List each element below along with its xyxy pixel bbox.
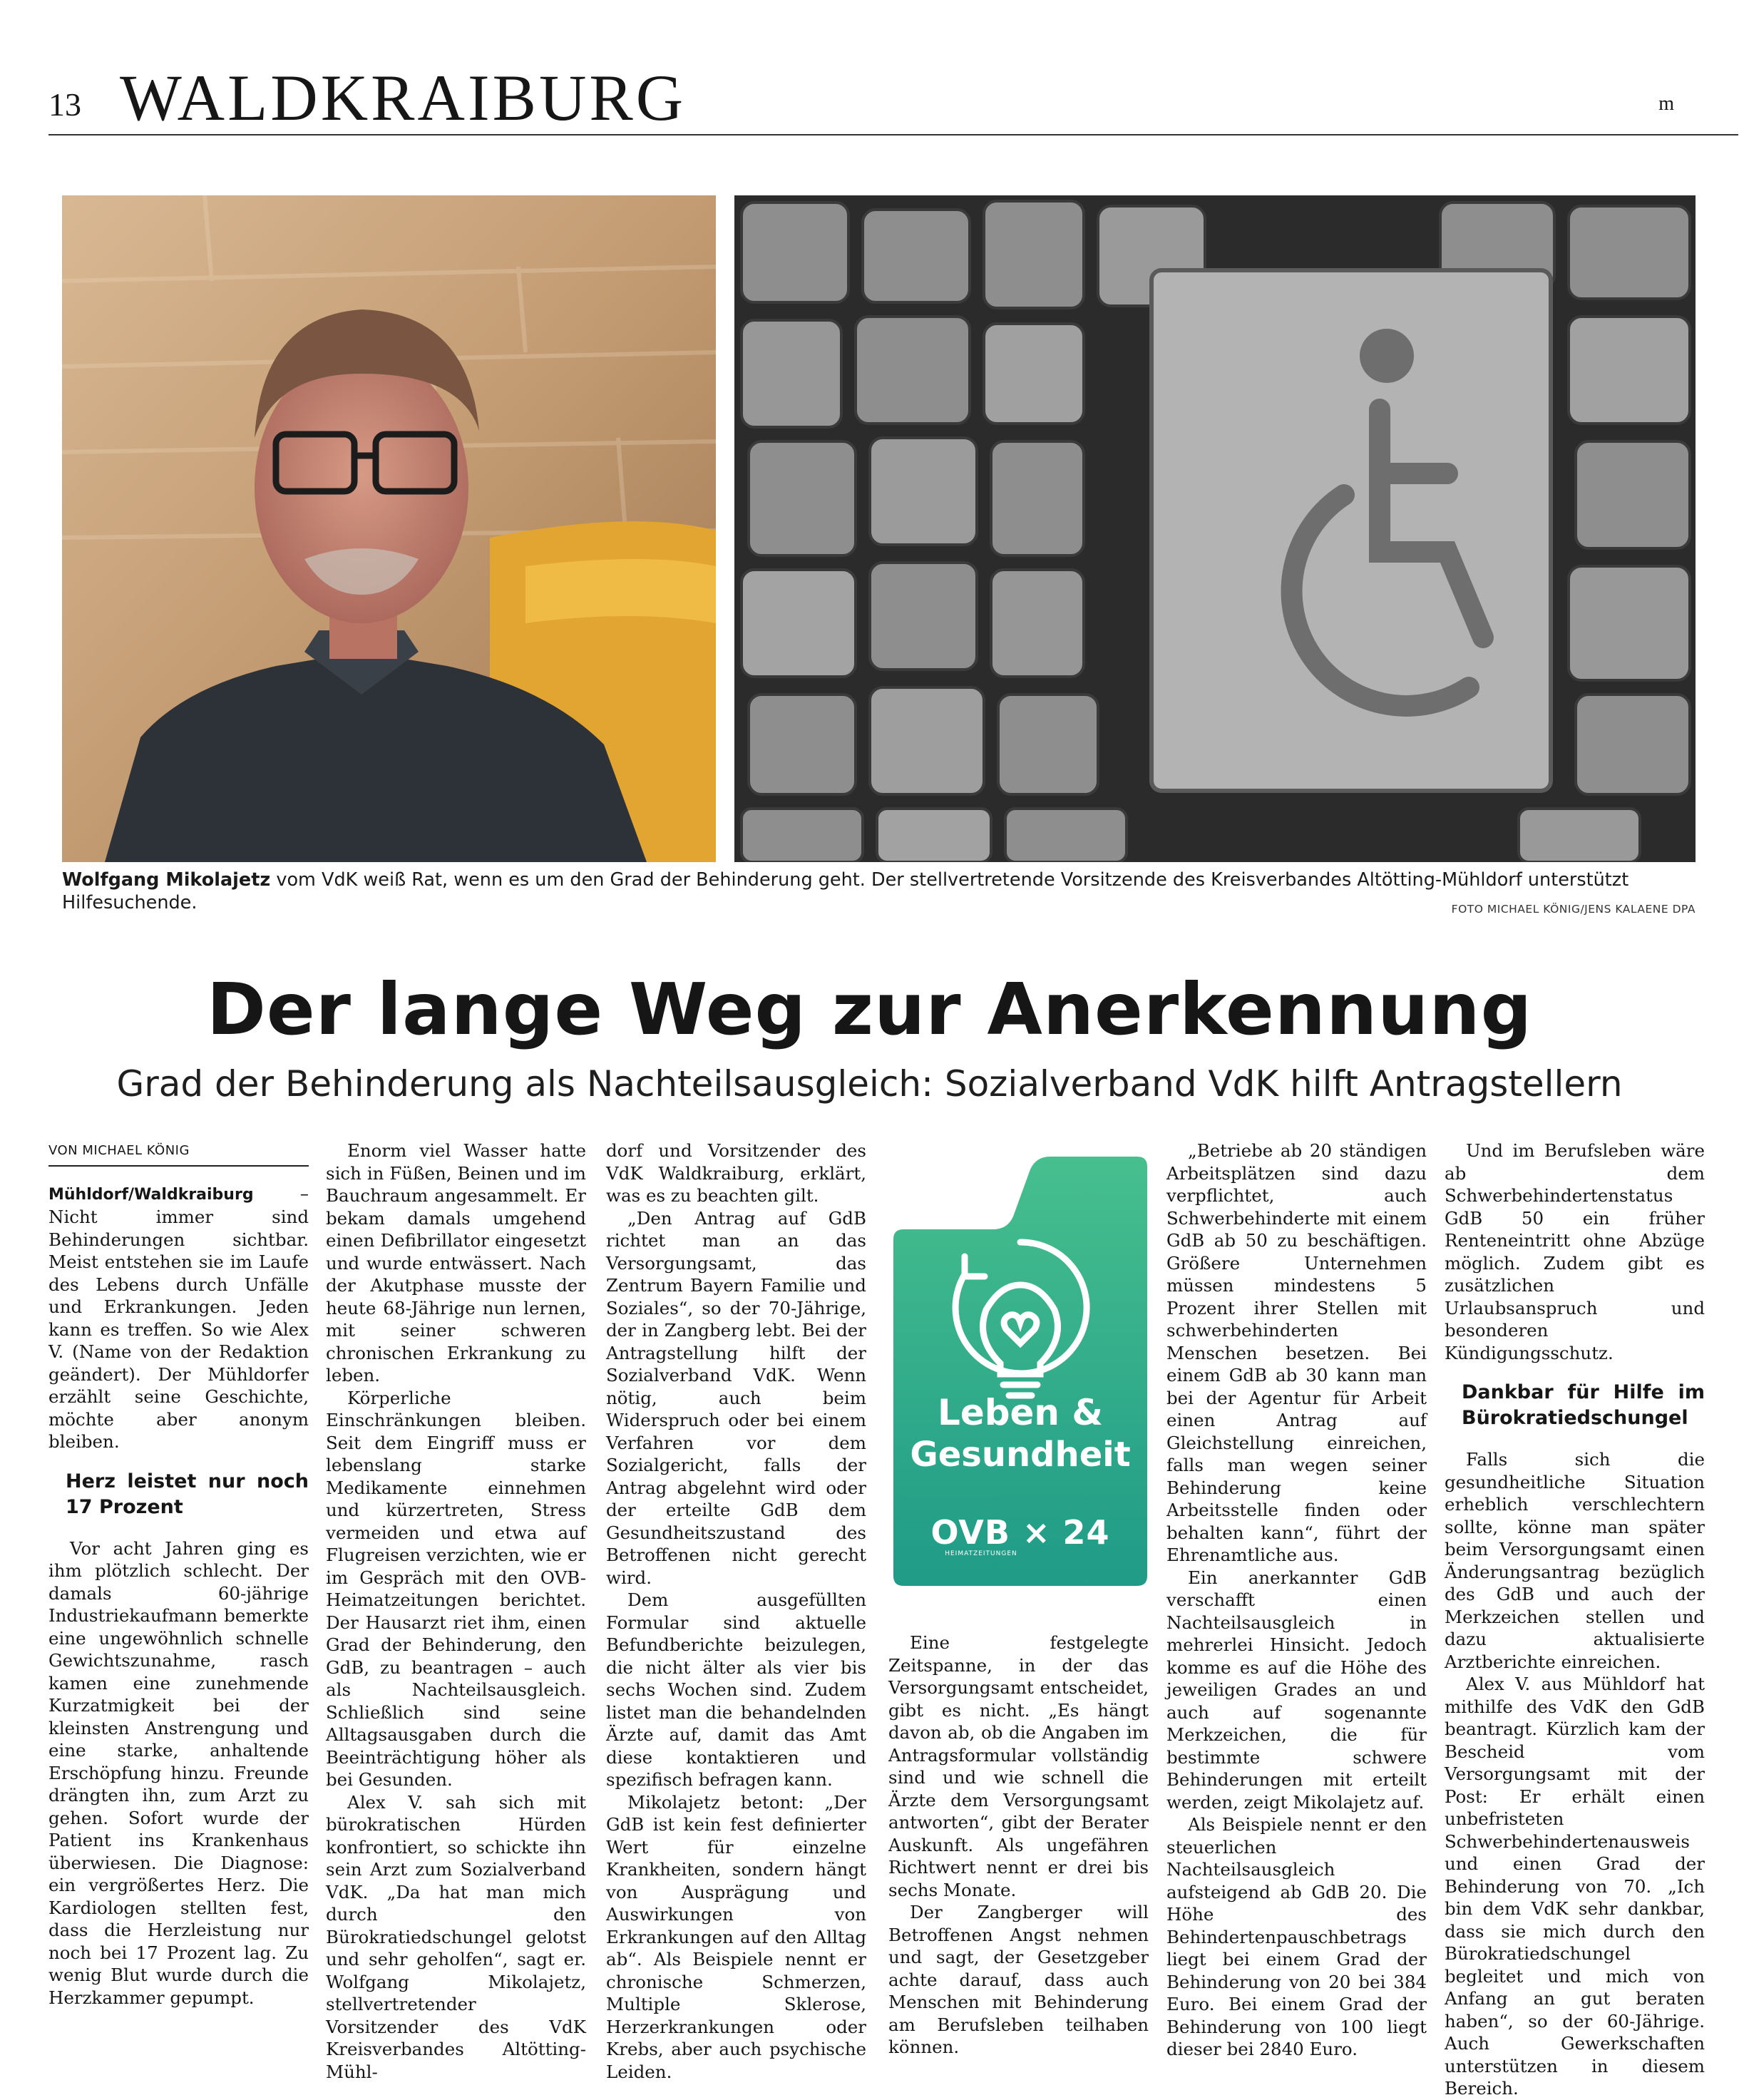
paragraph: Enorm viel Wasser hatte sich in Füßen, Beinen und im Bauchraum angesammelt. Er bekam damals umgehend einen Defibrillator eingesetzt und wurde entwässert. Nach der Akutphase musste der heute 68-Jährige nun lernen, mit seiner schweren chronischen Erkrankung zu leben.: [326, 1140, 586, 1386]
paragraph: Als Beispiele nennt er den steuerlichen Nachteilsausgleich aufsteigend ab GdB 20. Die Höhe des Behindertenpauschbetrags liegt bei einem Grad der Behinderung von 20 bei 384 Euro. Bei einem Grad der Behinderung von 100 liegt dieser bei 2840 Euro.: [1166, 1814, 1427, 2059]
dateline: Mühldorf/Waldkraiburg: [48, 1185, 254, 1204]
paragraph: dorf und Vorsitzender des VdK Waldkraiburg, erklärt, was es zu beachten gilt.: [606, 1140, 866, 1206]
paragraph: Alex V. aus Mühldorf hat mithilfe des VdK den GdB beantragt. Kürzlich kam der Bescheid vom Versorgungsamt mit der Post: Er erhält einen unbefristeten Schwerbehindertenausweis und einen Grad der Behinderung von 70. „Ich bin dem VdK sehr dankbar, dass sie mich durch den Bürokratiedschungel begleitet und mich von Anfang an gut beraten haben“, so der 60-Jährige. Auch Gewerkschaften unterstützen in diesem Bereich.: [1445, 1674, 1705, 2099]
page-number: 13: [48, 86, 81, 123]
caption-name: Wolfgang Mikolajetz: [62, 869, 271, 891]
leben-gesundheit-badge: [893, 1157, 1147, 1586]
wheelchair-pavement-photo: [734, 195, 1696, 862]
paragraph: Mikolajetz betont: „Der GdB ist kein fest definierter Wert für einzelne Krankheiten, sondern hängt von Ausprägung und Auswirkungen von Erkrankungen auf den Alltag ab“. Als Beispiele nennt er chronische Schmerzen, Multiple Sklerose, Herzerkrankungen oder Krebs, aber auch psychische Leiden.: [606, 1791, 866, 2082]
portrait-photo: [62, 195, 716, 862]
headline: Der lange Weg zur Anerkennung: [206, 968, 1533, 1051]
badge-title-line2: Gesundheit: [910, 1435, 1131, 1475]
paragraph: „Betriebe ab 20 ständigen Arbeitsplätzen sind dazu verpflichtet, auch Schwerbehinderte mit einem GdB ab 50 zu beschäftigen. Größere Unternehmen müssen mindestens 5 Prozent ihrer Stellen mit schwerbehinderten Menschen besetzen. Bei einem GdB ab 30 kann man bei der Agentur für Arbeit einen Antrag auf Gleichstellung einreichen, falls man wegen seiner Behinderung keine Arbeitsstelle finden oder behalten kann“, führt der Ehrenamtliche aus.: [1166, 1140, 1427, 1565]
paragraph: Körperliche Einschränkungen bleiben. Seit dem Eingriff muss er lebenslang starke Medikamente einnehmen und kürzertreten, Stress vermeiden und etwa auf Flugreisen verzichten, wie er im Gespräch mit den OVB-Heimatzeitungen berichtet. Der Hausarzt riet ihm, einen Grad der Behinderung, den GdB, zu beantragen – auch als Nachteilsausgleich. Schließlich sind seine Alltagsausgaben durch die Beeinträchtigung höher als bei Gesunden.: [326, 1387, 586, 1790]
column-5: [1166, 1139, 1427, 2061]
column-1: [48, 1139, 309, 2009]
badge-brand-sub: HEIMATZEITUNGEN: [945, 1550, 1017, 1557]
column-6: [1445, 1139, 1705, 2100]
section-title: WALDKRAIBURG: [120, 61, 687, 134]
subheadline: Grad der Behinderung als Nachteilsausgleich: Sozialverband VdK hilft Antragstellern: [116, 1063, 1623, 1105]
paragraph: Alex V. sah sich mit bürokratischen Hürden konfrontiert, so schickte ihn sein Arzt zum Sozialverband VdK. „Da hat man mich durch den Bürokratiedschungel gelotst und sehr geholfen“, sagt er. Wolfgang Mikolajetz, stellvertretender Vorsitzender des VdK Kreisverbandes Altötting-Mühl-: [326, 1791, 586, 2082]
paragraph: Der Zangberger will Betroffenen Angst nehmen und sagt, der Gesetzgeber achte darauf, dass auch Menschen mit Behinderung am Berufsleben teilhaben können.: [888, 1902, 1149, 2057]
badge-title-line1: Leben &: [937, 1392, 1104, 1433]
column-4: [888, 1632, 1149, 2059]
paragraph: Dem ausgefüllten Formular sind aktuelle Befundberichte beizulegen, die nicht älter als vier bis sechs Wochen sind. Zudem listet man die behandelnden Ärzte auf, damit das Amt diese kontaktieren und spezifisch befragen kann.: [606, 1589, 866, 1790]
paragraph: Und im Berufsleben wäre ab dem Schwerbehindertenstatus GdB 50 ein früher Renteneintritt ohne Abzüge möglich. Zudem gibt es zusätzlichen Urlaubsanspruch und besonderen Kündigungsschutz.: [1445, 1140, 1705, 1363]
page-header: [48, 56, 1738, 135]
lead-text: – Nicht immer sind Behinderungen sichtbar. Meist entstehen sie im Laufe des Lebens durch Unfälle und Erkrankungen. Jeden kann es treffen. So wie Alex V. (Name von der Redaktion geändert). Der Mühldorfer erzählt seine Geschichte, möchte aber anonym bleiben.: [48, 1182, 309, 1452]
paragraph: Eine festgelegte Zeitspanne, in der das Versorgungsamt entscheidet, gibt es nicht. „Es hängt davon ab, ob die Angaben im Antragsformular vollständig sind und wie schnell die Ärzte dem Versorgungsamt antworten“, gibt der Berater Auskunft. Als ungefähren Richtwert nennt er drei bis sechs Monate.: [888, 1632, 1149, 1900]
paragraph: Vor acht Jahren ging es ihm plötzlich schlecht. Der damals 60-jährige Industriekaufmann bemerkte eine ungewöhnlich schnelle Gewichtszunahme, rasch kamen eine zunehmende Kurzatmigkeit bei der kleinsten Anstrengung und eine starke, anhaltende Erschöpfung hinzu. Freunde drängten ihn, zum Arzt zu gehen. Sofort wurde der Patient ins Krankenhaus überwiesen. Die Diagnose: ein vergrößertes Herz. Die Kardiologen stellten fest, dass die Herzleistung nur noch bei 17 Prozent lag. Zu wenig Blut wurde durch die Herzkammer gepumpt.: [48, 1537, 309, 2008]
edition-mark: m: [1658, 93, 1674, 115]
caption-text: vom VdK weiß Rat, wenn es um den Grad der Behinderung geht. Der stellvertretende Vorsitzende des Kreisverbandes Altötting-Mühldorf unterstützt Hilfesuchende.: [62, 869, 1629, 913]
lead-paragraph: [48, 1182, 309, 1453]
subhead-dankbar: Dankbar für Hilfe im Bürokratiedschungel: [1462, 1381, 1705, 1429]
column-2: [326, 1139, 586, 2083]
paragraph: Ein anerkannter GdB verschafft einen Nachteilsausgleich in mehrerlei Hinsicht. Jedoch komme es auf die Höhe des jeweiligen Grades an und auch auf sogenannte Merkzeichen, die für bestimmte schwere Behinderungen mit erteilt werden, zeigt Mikolajetz auf.: [1166, 1567, 1427, 1813]
subhead-herz: Herz leistet nur noch 17 Prozent: [66, 1470, 309, 1518]
paragraph: Falls sich die gesundheitliche Situation erheblich verschlechtern sollte, könne man später beim Versorgungsamt einen Änderungsantrag bezüglich des GdB und auch der Merkzeichen stellen und dazu aktualisierte Arztberichte einreichen.: [1445, 1449, 1705, 1672]
badge-brand: OVB × 24: [930, 1513, 1110, 1552]
photo-caption: [62, 869, 1696, 914]
photo-credit: FOTO MICHAEL KÖNIG/JENS KALAENE DPA: [1451, 903, 1696, 916]
paragraph: „Den Antrag auf GdB richtet man an das Versorgungsamt, das Zentrum Bayern Familie und Soziales“, so der 70-Jährige, der in Zangberg lebt. Bei der Antragstellung hilft der Sozialverband VdK. Wenn nötig, auch beim Widerspruch oder bei einem Verfahren vor dem Sozialgericht, falls der Antrag abgelehnt wird oder der erteilte GdB dem Gesundheitszustand des Betroffenen nicht gerecht wird.: [606, 1207, 866, 1588]
column-3: [606, 1139, 866, 2083]
byline: VON MICHAEL KÖNIG: [48, 1139, 309, 1167]
